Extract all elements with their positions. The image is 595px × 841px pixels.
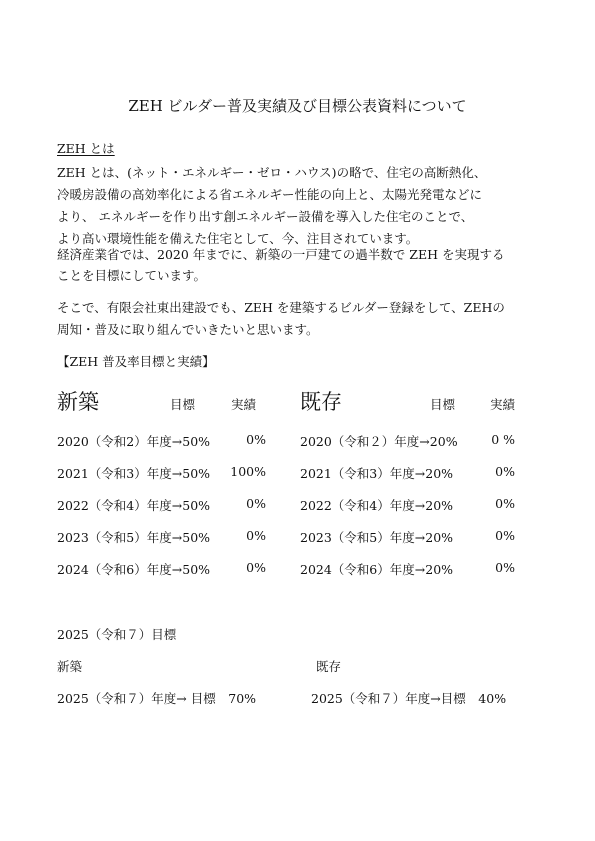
- new-build-row-actual: 100%: [230, 464, 266, 479]
- new-build-row-actual: 0%: [246, 432, 266, 447]
- new-build-row-actual: 0%: [246, 560, 266, 575]
- new-build-target-header: 目標: [170, 397, 196, 412]
- new-build-row-year: 2021（令和3）年度→50%: [57, 466, 211, 481]
- new-build-label: 新築: [57, 390, 99, 414]
- existing-row-year: 2022（令和4）年度→20%: [300, 498, 454, 513]
- existing-row-year: 2023（令和5）年度→20%: [300, 530, 454, 545]
- existing-row-actual: 0 %: [491, 432, 515, 447]
- new-build-row-year: 2023（令和5）年度→50%: [57, 530, 211, 545]
- intro-line: 冷暖房設備の高効率化による省エネルギー性能の向上と、太陽光発電などに: [57, 187, 483, 202]
- intro-line: ZEH とは、(ネット・エネルギー・ゼロ・ハウス)の略で、住宅の高断熱化、: [57, 165, 487, 180]
- goal-2025-new-label: 新築: [57, 659, 83, 674]
- existing-row-actual: 0%: [495, 560, 515, 575]
- existing-row-actual: 0%: [495, 464, 515, 479]
- new-build-row-year: 2020（令和2）年度→50%: [57, 434, 211, 449]
- goal-2025-existing-label: 既存: [316, 659, 342, 674]
- new-build-row-actual: 0%: [246, 496, 266, 511]
- existing-actual-header: 実績: [490, 397, 516, 412]
- intro-line: より高い環境性能を備えた住宅として、今、注目されています。: [57, 231, 419, 246]
- existing-row-year: 2020（令和２）年度→20%: [300, 434, 458, 449]
- table-heading: 【ZEH 普及率目標と実績】: [57, 354, 215, 369]
- existing-row-year: 2021（令和3）年度→20%: [300, 466, 454, 481]
- company-line: 周知・普及に取り組んでいきたいと思います。: [57, 322, 319, 337]
- existing-target-header: 目標: [430, 397, 456, 412]
- intro-line: ことを目標にしています。: [57, 268, 207, 283]
- intro-line: より、 エネルギーを作り出す創エネルギー設備を導入した住宅のことで、: [57, 209, 474, 224]
- goal-2025-existing-text: 2025（令和７）年度→目標 40%: [311, 691, 507, 706]
- existing-row-year: 2024（令和6）年度→20%: [300, 562, 454, 577]
- existing-label: 既存: [300, 390, 342, 414]
- new-build-row-year: 2024（令和6）年度→50%: [57, 562, 211, 577]
- goal-2025-new-text: 2025（令和７）年度→ 目標 70%: [57, 691, 257, 706]
- existing-row-actual: 0%: [495, 528, 515, 543]
- new-build-row-year: 2022（令和4）年度→50%: [57, 498, 211, 513]
- section-heading-zeh: ZEH とは: [57, 141, 115, 156]
- goal-2025-heading: 2025（令和７）目標: [57, 627, 177, 642]
- new-build-row-actual: 0%: [246, 528, 266, 543]
- new-build-actual-header: 実績: [231, 397, 257, 412]
- company-line: そこで、有限会社東出建設でも、ZEH を建築するビルダー登録をして、ZEHの: [57, 300, 505, 315]
- existing-row-actual: 0%: [495, 496, 515, 511]
- document-title: ZEH ビルダー普及実績及び目標公表資料について: [128, 97, 467, 115]
- intro-line: 経済産業省では、2020 年までに、新築の一戸建ての過半数で ZEH を実現する: [57, 247, 505, 262]
